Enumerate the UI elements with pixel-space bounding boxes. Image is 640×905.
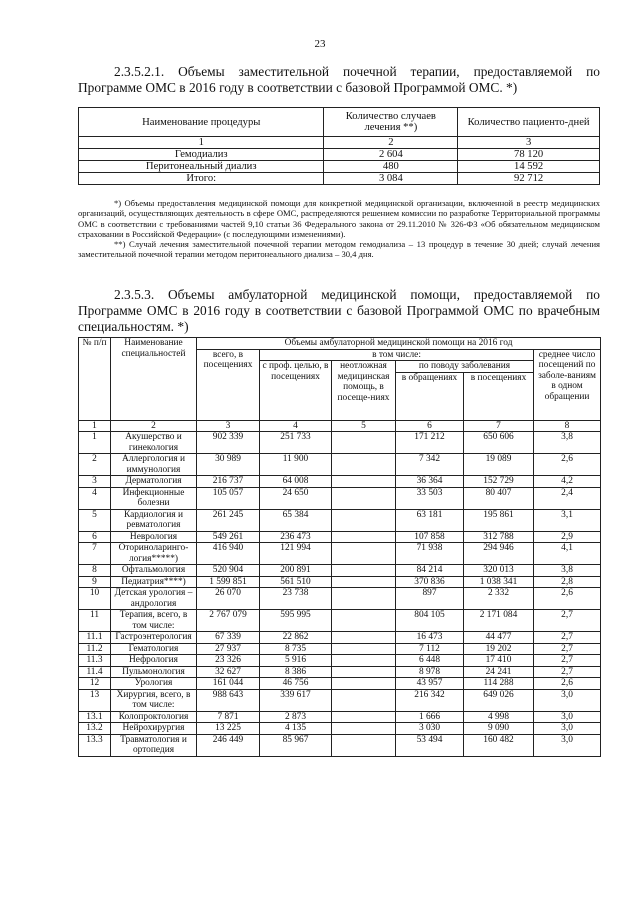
cell-prof: 4 135 xyxy=(260,723,332,735)
cell-avg: 4,2 xyxy=(534,476,601,488)
cell-avg: 2,7 xyxy=(534,610,601,632)
cell-days: 92 712 xyxy=(458,173,600,185)
header-name: Наименование специальностей xyxy=(111,338,197,421)
cell-app: 84 214 xyxy=(396,565,464,577)
cell-days: 14 592 xyxy=(458,161,600,173)
cell-app: 7 112 xyxy=(396,643,464,655)
cell-app: 171 212 xyxy=(396,432,464,454)
cell-avg: 2,6 xyxy=(534,454,601,476)
table-row xyxy=(79,565,601,577)
column-number: 1 xyxy=(79,420,111,432)
outpatient-table-body xyxy=(79,432,601,757)
cell-avg: 3,1 xyxy=(534,509,601,531)
cell-n: 13.3 xyxy=(79,734,111,756)
table-row xyxy=(79,678,601,690)
table-row xyxy=(79,509,601,531)
cell-urg xyxy=(332,632,396,644)
header-disease: по поводу заболевания xyxy=(396,361,534,373)
cell-app: 370 836 xyxy=(396,576,464,588)
table-row xyxy=(79,149,600,161)
cell-app: 16 473 xyxy=(396,632,464,644)
cell-avg: 2,9 xyxy=(534,531,601,543)
cell-total: 161 044 xyxy=(197,678,260,690)
cell-avg: 3,0 xyxy=(534,723,601,735)
cell-prof: 8 735 xyxy=(260,643,332,655)
header-cell: Количество случаев лечения **) xyxy=(324,108,458,137)
cell-days: 78 120 xyxy=(458,149,600,161)
cell-n: 11.1 xyxy=(79,632,111,644)
column-number: 5 xyxy=(332,420,396,432)
table-row xyxy=(79,173,600,185)
cell-urg xyxy=(332,678,396,690)
cell-vis: 19 089 xyxy=(464,454,534,476)
column-number: 6 xyxy=(396,420,464,432)
column-number: 3 xyxy=(197,420,260,432)
cell-app: 71 938 xyxy=(396,543,464,565)
cell-prof: 251 733 xyxy=(260,432,332,454)
cell-vis: 312 788 xyxy=(464,531,534,543)
cell-prof: 236 473 xyxy=(260,531,332,543)
dialysis-table-body xyxy=(79,149,600,185)
cell-n: 10 xyxy=(79,588,111,610)
cell-total: 261 245 xyxy=(197,509,260,531)
footnote-1: *) Объемы предоставления медицинской помощи для конкретной медицинской организации, включенной в реестр медицинских организаций, осуществляющих деятельность в сфере ОМС, распределяются решением комиссии по разработке Территориальной программы ОМС в соответствии с требованиями частей 9,10 статьи 36 Федерального закона от 29.11.2010 № 326-ФЗ «Об обязательном медицинском страховании в Российской Федерации» (с последующими изменениями). xyxy=(78,198,600,239)
cell-n: 7 xyxy=(79,543,111,565)
table-row xyxy=(79,643,601,655)
cell-prof: 121 994 xyxy=(260,543,332,565)
cell-name: Дерматология xyxy=(111,476,197,488)
cell-app: 107 858 xyxy=(396,531,464,543)
cell-avg: 4,1 xyxy=(534,543,601,565)
page-number: 23 xyxy=(314,38,326,50)
cell-vis: 650 606 xyxy=(464,432,534,454)
table-row xyxy=(79,723,601,735)
cell-total: 27 937 xyxy=(197,643,260,655)
cell-avg: 2,7 xyxy=(534,666,601,678)
header-cell: Наименование процедуры xyxy=(79,108,324,137)
footnote-2: **) Случай лечения заместительной почечной терапии методом гемодиализа – 13 процедур в течение 30 дней; случай лечения заместительной почечной терапии методом перитонеального диализа – 30,4 дня. xyxy=(78,239,600,260)
cell-n: 6 xyxy=(79,531,111,543)
cell-avg: 2,7 xyxy=(534,643,601,655)
table-header-row xyxy=(79,338,601,350)
header-prof: с проф. целью, в посещениях xyxy=(260,361,332,421)
header-avg: среднее число посещений по заболе-ваниям в одном обращении xyxy=(534,349,601,420)
cell-urg xyxy=(332,576,396,588)
cell-total: 416 940 xyxy=(197,543,260,565)
table-row xyxy=(79,476,601,488)
column-number: 1 xyxy=(79,137,324,149)
cell-app: 36 364 xyxy=(396,476,464,488)
cell-app: 6 448 xyxy=(396,655,464,667)
cell-avg: 2,7 xyxy=(534,655,601,667)
column-number: 8 xyxy=(534,420,601,432)
cell-app: 216 342 xyxy=(396,689,464,711)
cell-urg xyxy=(332,655,396,667)
table-row xyxy=(79,734,601,756)
cell-total: 902 339 xyxy=(197,432,260,454)
cell-total: 30 989 xyxy=(197,454,260,476)
cell-n: 4 xyxy=(79,487,111,509)
cell-app: 1 666 xyxy=(396,711,464,723)
table-row xyxy=(79,655,601,667)
cell-name: Пульмонология xyxy=(111,666,197,678)
cell-vis: 1 038 341 xyxy=(464,576,534,588)
table-header-row xyxy=(79,108,600,137)
cell-urg xyxy=(332,610,396,632)
cell-name: Педиатрия****) xyxy=(111,576,197,588)
cell-prof: 561 510 xyxy=(260,576,332,588)
cell-name: Травматология и ортопедия xyxy=(111,734,197,756)
cell-prof: 2 873 xyxy=(260,711,332,723)
table-row xyxy=(79,531,601,543)
cell-urg xyxy=(332,643,396,655)
cell-total: 26 070 xyxy=(197,588,260,610)
cell-prof: 200 891 xyxy=(260,565,332,577)
cell-vis: 649 026 xyxy=(464,689,534,711)
cell-app: 3 030 xyxy=(396,723,464,735)
cell-total: 216 737 xyxy=(197,476,260,488)
cell-urg xyxy=(332,543,396,565)
table-row xyxy=(79,711,601,723)
cell-n: 11.4 xyxy=(79,666,111,678)
cell-total: 246 449 xyxy=(197,734,260,756)
cell-name: Урология xyxy=(111,678,197,690)
dialysis-table xyxy=(78,107,600,185)
cell-total: 13 225 xyxy=(197,723,260,735)
footnotes xyxy=(78,198,600,260)
cell-name: Детская урология – андрология xyxy=(111,588,197,610)
header-incl: в том числе: xyxy=(260,349,534,361)
cell-total: 2 767 079 xyxy=(197,610,260,632)
cell-urg xyxy=(332,711,396,723)
table-row xyxy=(79,666,601,678)
cell-prof: 8 386 xyxy=(260,666,332,678)
column-number: 4 xyxy=(260,420,332,432)
cell-cases: 480 xyxy=(324,161,458,173)
table-row xyxy=(79,161,600,173)
cell-vis: 17 410 xyxy=(464,655,534,667)
cell-name: Хирургия, всего, в том числе: xyxy=(111,689,197,711)
cell-vis: 44 477 xyxy=(464,632,534,644)
cell-name: Гастроэнтерология xyxy=(111,632,197,644)
column-number: 2 xyxy=(324,137,458,149)
cell-vis: 320 013 xyxy=(464,565,534,577)
cell-prof: 46 756 xyxy=(260,678,332,690)
cell-name: Оториноларинго-логия*****) xyxy=(111,543,197,565)
cell-vis: 19 202 xyxy=(464,643,534,655)
cell-app: 53 494 xyxy=(396,734,464,756)
cell-app: 804 105 xyxy=(396,610,464,632)
cell-prof: 339 617 xyxy=(260,689,332,711)
cell-total: 32 627 xyxy=(197,666,260,678)
table-row xyxy=(79,689,601,711)
cell-vis: 195 861 xyxy=(464,509,534,531)
cell-urg xyxy=(332,476,396,488)
cell-name: Итого: xyxy=(79,173,324,185)
cell-prof: 85 967 xyxy=(260,734,332,756)
cell-avg: 2,6 xyxy=(534,588,601,610)
cell-prof: 24 650 xyxy=(260,487,332,509)
cell-urg xyxy=(332,588,396,610)
cell-n: 13.1 xyxy=(79,711,111,723)
table-row xyxy=(79,454,601,476)
cell-n: 9 xyxy=(79,576,111,588)
column-number: 3 xyxy=(458,137,600,149)
cell-n: 8 xyxy=(79,565,111,577)
cell-vis: 294 946 xyxy=(464,543,534,565)
cell-vis: 160 482 xyxy=(464,734,534,756)
cell-name: Инфекционные болезни xyxy=(111,487,197,509)
cell-vis: 24 241 xyxy=(464,666,534,678)
table-row xyxy=(79,632,601,644)
table-row xyxy=(79,576,601,588)
cell-urg xyxy=(332,531,396,543)
cell-avg: 3,8 xyxy=(534,432,601,454)
cell-app: 897 xyxy=(396,588,464,610)
cell-urg xyxy=(332,487,396,509)
cell-total: 520 904 xyxy=(197,565,260,577)
cell-cases: 2 604 xyxy=(324,149,458,161)
cell-n: 11 xyxy=(79,610,111,632)
cell-urg xyxy=(332,689,396,711)
cell-total: 549 261 xyxy=(197,531,260,543)
cell-n: 1 xyxy=(79,432,111,454)
cell-avg: 3,0 xyxy=(534,734,601,756)
cell-prof: 64 008 xyxy=(260,476,332,488)
cell-n: 13 xyxy=(79,689,111,711)
header-visits: в посещениях xyxy=(464,372,534,420)
cell-name: Кардиология и ревматология xyxy=(111,509,197,531)
cell-prof: 22 862 xyxy=(260,632,332,644)
cell-n: 11.2 xyxy=(79,643,111,655)
cell-urg xyxy=(332,734,396,756)
column-number-row xyxy=(79,420,601,432)
column-number-row xyxy=(79,137,600,149)
cell-name: Неврология xyxy=(111,531,197,543)
cell-app: 8 978 xyxy=(396,666,464,678)
cell-urg xyxy=(332,565,396,577)
cell-app: 33 503 xyxy=(396,487,464,509)
cell-name: Колопроктология xyxy=(111,711,197,723)
outpatient-table xyxy=(78,337,601,757)
cell-urg xyxy=(332,723,396,735)
column-number: 7 xyxy=(464,420,534,432)
cell-urg xyxy=(332,509,396,531)
header-group: Объемы амбулаторной медицинской помощи на 2016 год xyxy=(197,338,601,350)
cell-name: Нефрология xyxy=(111,655,197,667)
cell-avg: 2,4 xyxy=(534,487,601,509)
cell-vis: 114 288 xyxy=(464,678,534,690)
table-row xyxy=(79,543,601,565)
cell-n: 12 xyxy=(79,678,111,690)
cell-name: Нейрохирургия xyxy=(111,723,197,735)
cell-app: 43 957 xyxy=(396,678,464,690)
cell-total: 988 643 xyxy=(197,689,260,711)
section2-title: 2.3.5.3. Объемы амбулаторной медицинской помощи, предоставляемой по Программе ОМС в 2016 году в соответствии с базовой Программой ОМС по врачебным специальностям. *) xyxy=(78,287,600,334)
cell-prof: 11 900 xyxy=(260,454,332,476)
cell-n: 5 xyxy=(79,509,111,531)
cell-urg xyxy=(332,432,396,454)
table-row xyxy=(79,487,601,509)
cell-name: Гемодиализ xyxy=(79,149,324,161)
cell-app: 7 342 xyxy=(396,454,464,476)
cell-urg xyxy=(332,454,396,476)
cell-n: 13.2 xyxy=(79,723,111,735)
cell-avg: 3,8 xyxy=(534,565,601,577)
table-row xyxy=(79,610,601,632)
header-appeals: в обращениях xyxy=(396,372,464,420)
cell-name: Перитонеальный диализ xyxy=(79,161,324,173)
cell-name: Терапия, всего, в том числе: xyxy=(111,610,197,632)
cell-name: Гематология xyxy=(111,643,197,655)
section1-title: 2.3.5.2.1. Объемы заместительной почечной терапии, предоставляемой по Программе ОМС в 2016 году в соответствии с базовой Программой ОМС. *) xyxy=(78,64,600,95)
cell-avg: 3,0 xyxy=(534,711,601,723)
header-cell: Количество пациенто-дней xyxy=(458,108,600,137)
cell-prof: 23 738 xyxy=(260,588,332,610)
cell-vis: 152 729 xyxy=(464,476,534,488)
cell-n: 2 xyxy=(79,454,111,476)
cell-total: 7 871 xyxy=(197,711,260,723)
cell-prof: 5 916 xyxy=(260,655,332,667)
column-number: 2 xyxy=(111,420,197,432)
cell-vis: 4 998 xyxy=(464,711,534,723)
cell-total: 23 326 xyxy=(197,655,260,667)
cell-prof: 65 384 xyxy=(260,509,332,531)
cell-prof: 595 995 xyxy=(260,610,332,632)
cell-avg: 2,8 xyxy=(534,576,601,588)
cell-total: 67 339 xyxy=(197,632,260,644)
cell-vis: 80 407 xyxy=(464,487,534,509)
cell-app: 63 181 xyxy=(396,509,464,531)
cell-avg: 2,7 xyxy=(534,632,601,644)
cell-cases: 3 084 xyxy=(324,173,458,185)
cell-name: Офтальмология xyxy=(111,565,197,577)
cell-vis: 9 090 xyxy=(464,723,534,735)
cell-name: Аллергология и иммунология xyxy=(111,454,197,476)
cell-total: 105 057 xyxy=(197,487,260,509)
table-row xyxy=(79,432,601,454)
cell-vis: 2 332 xyxy=(464,588,534,610)
cell-n: 11.3 xyxy=(79,655,111,667)
table-row xyxy=(79,588,601,610)
cell-avg: 3,0 xyxy=(534,689,601,711)
cell-total: 1 599 851 xyxy=(197,576,260,588)
header-total: всего, в посещениях xyxy=(197,349,260,420)
cell-n: 3 xyxy=(79,476,111,488)
cell-urg xyxy=(332,666,396,678)
header-num: № п/п xyxy=(79,338,111,421)
cell-avg: 2,6 xyxy=(534,678,601,690)
cell-vis: 2 171 084 xyxy=(464,610,534,632)
header-urgent: неотложная медицинская помощь, в посеще-ниях xyxy=(332,361,396,421)
cell-name: Акушерство и гинекология xyxy=(111,432,197,454)
